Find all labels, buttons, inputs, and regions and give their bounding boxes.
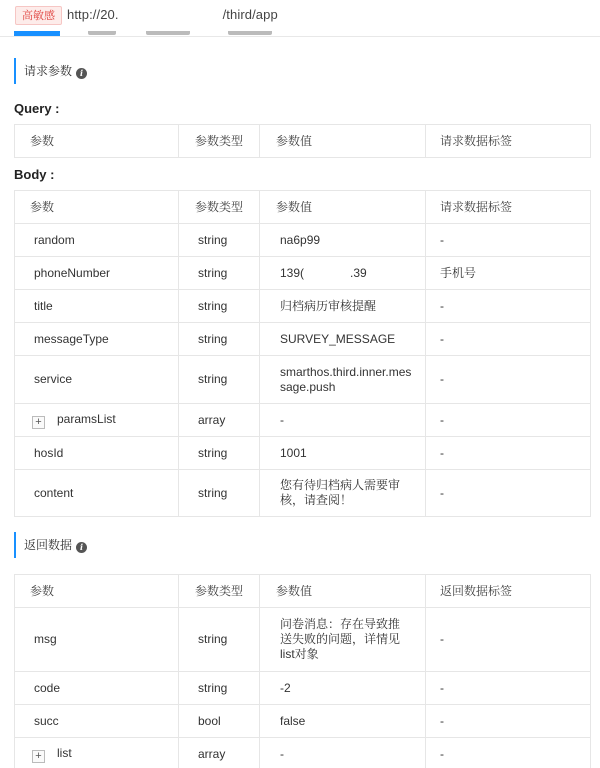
param-name: messageType [15, 323, 179, 356]
response-data-header [14, 532, 590, 558]
response-table-header [15, 575, 591, 608]
table-row [15, 608, 591, 672]
param-tag: - [426, 738, 591, 768]
param-type: string [179, 608, 260, 672]
param-name-text: paramsList [57, 411, 116, 426]
url-suffix: /third/app [222, 7, 278, 22]
table-row [15, 323, 591, 356]
param-tag: 手机号 [426, 257, 591, 290]
col-param: 参数 [15, 125, 179, 158]
param-name-text: list [57, 745, 72, 760]
param-type: bool [179, 705, 260, 738]
table-row [15, 437, 591, 470]
phone-prefix: 139( [280, 265, 305, 280]
top-bar [0, 0, 600, 31]
param-type: string [179, 323, 260, 356]
param-tag: - [426, 672, 591, 705]
param-name [15, 404, 179, 437]
table-row [15, 290, 591, 323]
param-type: string [179, 437, 260, 470]
table-row [15, 738, 591, 768]
col-param: 参数 [15, 575, 179, 608]
param-value: SURVEY_MESSAGE [260, 323, 426, 356]
param-name [15, 738, 179, 768]
param-tag: - [426, 290, 591, 323]
col-value: 参数值 [260, 125, 426, 158]
param-value: - [260, 738, 426, 768]
col-tag: 返回数据标签 [426, 575, 591, 608]
param-value: na6p99 [260, 224, 426, 257]
request-params-title: 请求参数 [24, 64, 73, 78]
table-row [15, 404, 591, 437]
body-label: Body : [14, 167, 55, 182]
tab-strip [0, 31, 600, 37]
query-table-header [15, 125, 591, 158]
response-table [14, 574, 591, 768]
param-tag: - [426, 356, 591, 404]
query-label: Query : [14, 101, 60, 116]
param-type: array [179, 404, 260, 437]
table-row [15, 224, 591, 257]
param-name: phoneNumber [15, 257, 179, 290]
col-type: 参数类型 [179, 125, 260, 158]
param-name: random [15, 224, 179, 257]
param-value: - [260, 404, 426, 437]
table-row [15, 705, 591, 738]
table-row [15, 356, 591, 404]
tab-3[interactable] [146, 31, 190, 35]
body-table [14, 190, 591, 517]
table-row [15, 470, 591, 517]
param-tag: - [426, 404, 591, 437]
param-name: succ [15, 705, 179, 738]
param-value: 1001 [260, 437, 426, 470]
param-type: string [179, 470, 260, 517]
param-name: title [15, 290, 179, 323]
param-tag: - [426, 608, 591, 672]
param-type: string [179, 290, 260, 323]
param-name: msg [15, 608, 179, 672]
col-tag: 请求数据标签 [426, 125, 591, 158]
tab-4[interactable] [228, 31, 272, 35]
table-row [15, 257, 591, 290]
col-type: 参数类型 [179, 191, 260, 224]
param-type: string [179, 672, 260, 705]
sensitivity-badge: 高敏感 [15, 6, 62, 25]
param-type: string [179, 257, 260, 290]
param-tag: - [426, 323, 591, 356]
info-icon[interactable]: i [76, 542, 87, 553]
col-type: 参数类型 [179, 575, 260, 608]
param-tag: - [426, 437, 591, 470]
plus-icon[interactable]: + [32, 416, 45, 429]
param-name: hosId [15, 437, 179, 470]
param-value: 您有待归档病人需要审核，请查阅！ [260, 470, 426, 517]
table-row [15, 672, 591, 705]
param-name: content [15, 470, 179, 517]
param-value: 问卷消息：存在导致推送失败的问题，详情见list对象 [260, 608, 426, 672]
phone-suffix: .39 [350, 265, 367, 280]
param-value: smarthos.third.inner.message.push [260, 356, 426, 404]
col-param: 参数 [15, 191, 179, 224]
col-value: 参数值 [260, 191, 426, 224]
query-table [14, 124, 591, 158]
info-icon[interactable]: i [76, 68, 87, 79]
response-data-title: 返回数据 [24, 538, 73, 552]
url-prefix: http://20. [67, 7, 119, 22]
param-value: 归档病历审核提醒 [260, 290, 426, 323]
param-type: string [179, 356, 260, 404]
param-name: service [15, 356, 179, 404]
param-value: false [260, 705, 426, 738]
param-tag: - [426, 705, 591, 738]
request-params-header [14, 58, 590, 84]
param-tag: - [426, 224, 591, 257]
api-url [67, 7, 278, 22]
plus-icon[interactable]: + [32, 750, 45, 763]
param-value [260, 257, 426, 290]
param-value: -2 [260, 672, 426, 705]
col-tag: 请求数据标签 [426, 191, 591, 224]
param-type: array [179, 738, 260, 768]
param-tag: - [426, 470, 591, 517]
param-type: string [179, 224, 260, 257]
param-name: code [15, 672, 179, 705]
body-table-header [15, 191, 591, 224]
col-value: 参数值 [260, 575, 426, 608]
tab-2[interactable] [88, 31, 116, 35]
active-tab-indicator [14, 34, 60, 36]
